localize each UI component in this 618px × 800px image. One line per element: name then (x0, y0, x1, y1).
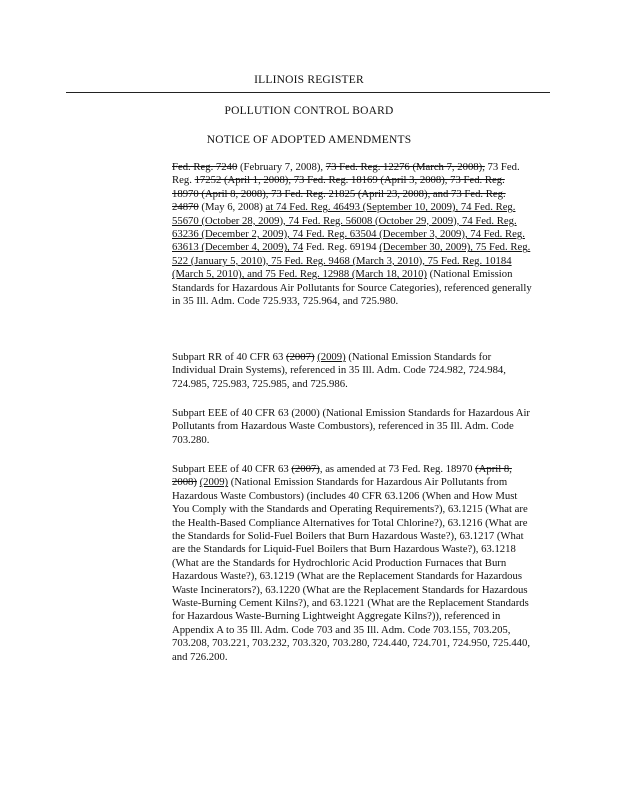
text-segment: , as amended at 73 Fed. Reg. 18970 (319, 463, 476, 475)
header-rule (66, 92, 550, 93)
deleted-text: Fed. Reg. 7240 (172, 161, 238, 173)
text-segment: (National Emission Standards for Individual Drain Systems), referenced in 35 Ill. Adm. Code 724.982, 724.984, 724.985, 725.983, 725.985, and 725.986. (172, 351, 506, 390)
register-title: ILLINOIS REGISTER (254, 74, 364, 86)
board-title: POLLUTION CONTROL BOARD (224, 105, 394, 117)
paragraph-subpart-rr (172, 351, 532, 391)
notice-title: NOTICE OF ADOPTED AMENDMENTS (206, 134, 412, 146)
paragraph-subpart-eee-2000 (172, 407, 532, 447)
text-segment: (February 7, 2008), (237, 161, 326, 173)
paragraph-subpart-eee-amended (172, 463, 532, 664)
text-segment: Subpart EEE of 40 CFR 63 (172, 463, 292, 475)
inserted-text: (December 30, 2009), 75 Fed. Reg. 522 (January 5, 2010), 75 Fed. Reg. 9468 (March 3, 2010), 75 Fed. Reg. 10184 (March 5, 2010), and 75 Fed. Reg. 12988 (March 18, 2010) (172, 241, 531, 281)
deleted-text: 73 Fed. Reg. 12276 (March 7, 2008), (325, 161, 485, 173)
inserted-text: at 74 Fed. Reg. 46493 (September 10, 2009), 74 Fed. Reg. 55670 (October 28, 2009), 74 Fed. Reg. 56008 (October 29, 2009), 74 Fed. Reg. 63236 (December 2, 2009), 74 Fed. Reg. 63504 (December 3, 2009), 74 Fed. Reg. 63613 (December 4, 2009), 74 (172, 201, 525, 254)
text-segment: (May 6, 2008) (198, 201, 266, 214)
deleted-text: (2007) (291, 463, 320, 475)
text-segment: Subpart EEE of 40 CFR 63 (2000) (National Emission Standards for Hazardous Air Pollutants from Hazardous Waste Combustors), referenced in 35 Ill. Adm. Code 703.280. (172, 407, 530, 446)
text-segment: Subpart RR of 40 CFR 63 (172, 351, 287, 363)
text-segment: Fed. Reg. 69194 (303, 241, 380, 254)
deleted-text: (April 8, 2008) (172, 463, 512, 489)
inserted-text: (2009) (317, 351, 346, 363)
text-segment: 73 Fed. Reg. (172, 161, 520, 187)
deleted-text: 17252 (April 1, 2008), 73 Fed. Reg. 18169 (April 3, 2008), 73 Fed. Reg. 18970 (April 8, 2008), 73 Fed. Reg. 21825 (April 23, 2008), and 73 Fed. Reg. 24870 (172, 174, 506, 214)
paragraph-fed-reg-citations (172, 161, 532, 308)
text-segment: (National Emission Standards for Hazardous Air Pollutants from Hazardous Waste Combustors) (includes 40 CFR 63.1206 (When and How Must You Comply with the Standards and Operating Requirements?), 63.1215 (What are the Health-Based Compliance Alternatives for Total Chlorine?), 63.1216 (What are the Standards for Solid-Fuel Boilers that Burn Hazardous Waste?), 63.1217 (What are the Standards for Liquid-Fuel Boilers that Burn Hazardous Waste?), 63.1218 (What are the Standards for Hydrochloric Acid Production Furnaces that Burn Hazardous Waste?), 63.1219 (What are the Replacement Standards for Hazardous Waste Incinerators?), 63.1220 (What are the Replacement Standards for Hazardous Waste-Burning Cement Kilns?), and 63.1221 (What are the Replacement Standards for Hazardous Waste-Burning Lightweight Aggregate Kilns?)), referenced in Appendix A to 35 Ill. Adm. Code 703 and 35 Ill. Adm. Code 703.155, 703.205, 703.208, 703.221, 703.232, 703.320, 703.280, 724.440, 724.701, 724.950, 725.440, and 726.200. (172, 476, 531, 663)
deleted-text: (2007) (286, 351, 315, 363)
inserted-text: (2009) (199, 476, 229, 489)
text-segment: (National Emission Standards for Hazardous Air Pollutants for Source Categories), referenced generally in 35 Ill. Adm. Code 725.933, 725.964, and 725.980. (172, 268, 532, 308)
